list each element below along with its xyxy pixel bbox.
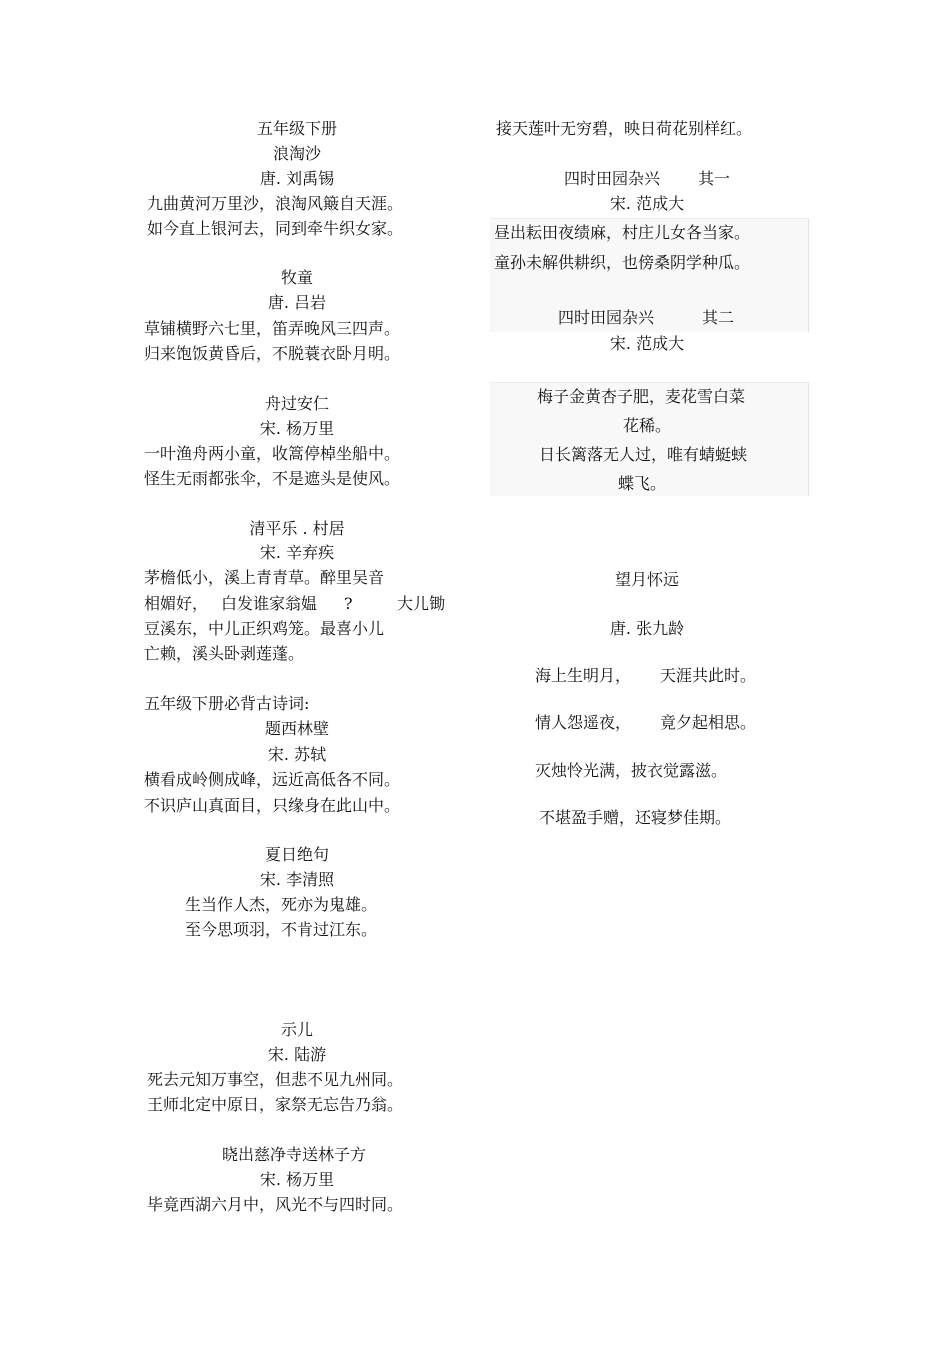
poem-line: 亡赖，溪头卧剥莲蓬。 — [144, 644, 305, 663]
poem-title: 望月怀远 — [614, 570, 680, 589]
poem-line: 昼出耘田夜绩麻，村庄儿女各当家。 — [494, 223, 751, 242]
poem-line: 白发谁家翁媪 — [221, 594, 318, 613]
poem-line: 至今思项羽，不肯过江东。 — [185, 920, 378, 939]
poem-author: 宋. 范成大 — [609, 334, 685, 353]
poem-author: 宋. 陆游 — [267, 1045, 327, 1064]
poem-author: 宋. 范成大 — [609, 194, 685, 213]
poem-line: 不识庐山真面目，只缘身在此山中。 — [144, 796, 401, 815]
poem-line: 童孙未解供耕织，也傍桑阴学种瓜。 — [494, 253, 751, 272]
poem-line: 生当作人杰，死亦为鬼雄。 — [185, 895, 378, 914]
poem-author: 宋. 杨万里 — [259, 1170, 335, 1189]
poem-title: 晓出慈净寺送林子方 — [221, 1145, 367, 1164]
poem-author: 唐. 吕岩 — [267, 293, 327, 312]
poem-author: 宋. 李清照 — [259, 870, 335, 889]
poem-title: 夏日绝句 — [264, 845, 330, 864]
section-heading: 五年级下册必背古诗词: — [144, 694, 310, 713]
poem-title: 浪淘沙 — [272, 144, 322, 163]
poem-line: 梅子金黄杏子肥，麦花雪白菜 — [537, 387, 746, 406]
poem-title: 牧童 — [280, 268, 314, 287]
poem-line: ? — [344, 594, 353, 613]
poem-line: 王师北定中原日，家祭无忘告乃翁。 — [147, 1095, 404, 1114]
poem-line: 死去元知万事空，但悲不见九州同。 — [147, 1070, 404, 1089]
poem-line: 九曲黄河万里沙，浪淘风簸自天涯。 — [147, 194, 404, 213]
poem-line: 大儿锄 — [397, 594, 446, 613]
poem-line: 不堪盈手赠，还寝梦佳期。 — [539, 808, 732, 827]
poem-title: 舟过安仁 — [264, 394, 330, 413]
poem-line: 横看成岭侧成峰，远近高低各不同。 — [144, 770, 401, 789]
poem-line: 蝶飞。 — [617, 474, 667, 493]
poem-line: 接天莲叶无穷碧，映日荷花别样红。 — [496, 119, 753, 138]
poem-line: 豆溪东，中儿正织鸡笼。最喜小儿 — [144, 619, 385, 638]
poem-line: 海上生明月， — [535, 666, 632, 685]
poem-title: 四时田园杂兴 — [558, 308, 655, 327]
poem-title: 四时田园杂兴 — [564, 169, 661, 188]
poem-line: 归来饱饭黄昏后，不脱蓑衣卧月明。 — [144, 344, 401, 363]
poem-line: 毕竟西湖六月中，风光不与四时同。 — [147, 1195, 404, 1214]
poem-title: 题西林壁 — [264, 719, 330, 738]
grade-title: 五年级下册 — [256, 119, 338, 138]
poem-author: 宋. 苏轼 — [267, 745, 327, 764]
poem-line: 天涯共此时。 — [660, 666, 757, 685]
poem-author: 唐. 张九龄 — [609, 619, 685, 638]
poem-author: 唐. 刘禹锡 — [259, 169, 335, 188]
poem-line: 灭烛怜光满，披衣觉露滋。 — [535, 761, 728, 780]
poem-line: 茅檐低小，溪上青青草。醉里吴音 — [144, 568, 385, 587]
poem-line: 情人怨遥夜， — [535, 713, 632, 732]
poem-line: 草铺横野六七里，笛弄晚风三四声。 — [144, 319, 401, 338]
poem-title-suffix: 其二 — [702, 308, 735, 327]
poem-line: 怪生无雨都张伞，不是遮头是使风。 — [144, 469, 401, 488]
poem-title: 示儿 — [280, 1020, 314, 1039]
poem-line: 相媚好， — [144, 594, 209, 613]
poem-line: 竟夕起相思。 — [660, 713, 757, 732]
poem-title-suffix: 其一 — [698, 169, 731, 188]
poem-line: 日长篱落无人过，唯有蜻蜓蛱 — [539, 445, 748, 464]
poem-title: 清平乐 . 村居 — [249, 519, 345, 538]
poem-line: 一叶渔舟两小童，收篙停棹坐船中。 — [144, 444, 401, 463]
poem-line: 花稀。 — [622, 416, 672, 435]
poem-author: 宋. 杨万里 — [259, 419, 335, 438]
poem-author: 宋. 辛弃疾 — [259, 543, 335, 562]
poem-line: 如今直上银河去，同到牵牛织女家。 — [147, 219, 404, 238]
